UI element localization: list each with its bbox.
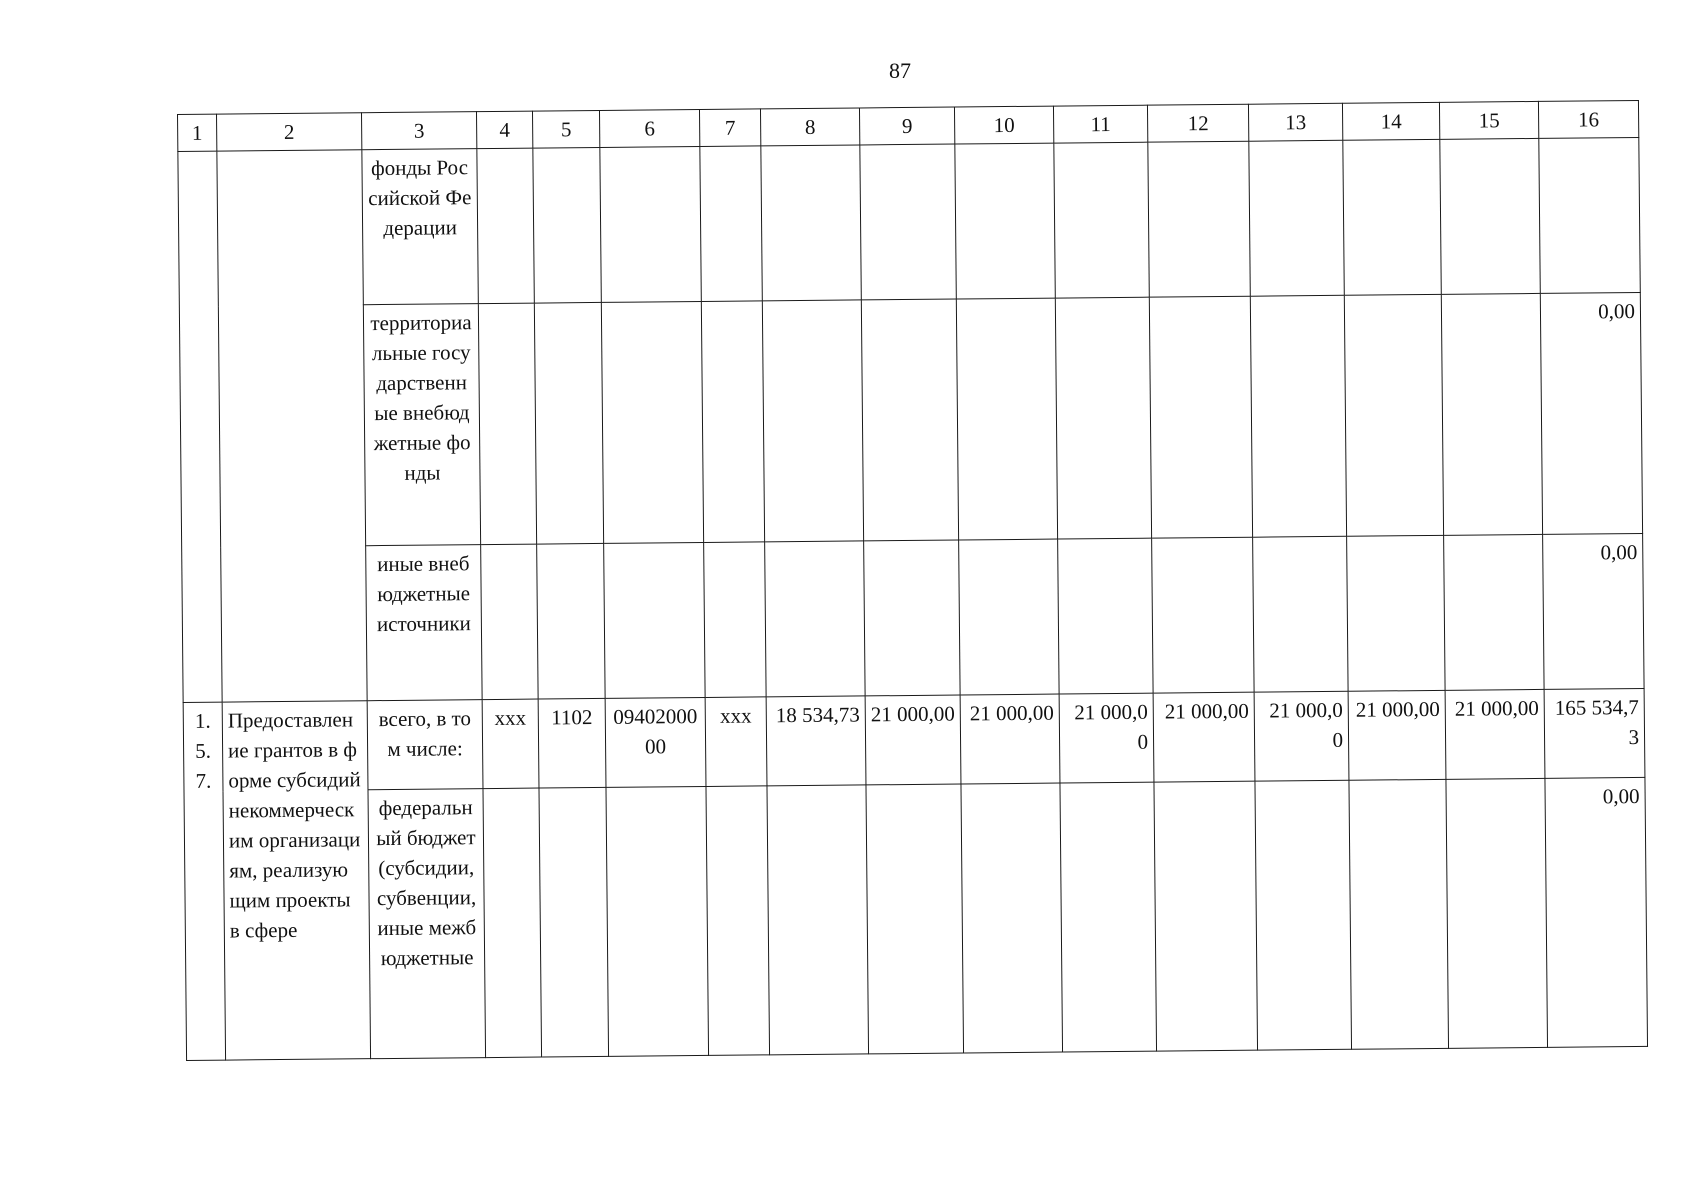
table-row [178, 137, 1640, 306]
code-cell: 1102 [538, 698, 606, 788]
table-cell [1441, 293, 1542, 535]
funding-source-cell: всего, в том числе: [367, 700, 483, 790]
amount-cell: 21 000,00 [1254, 691, 1349, 781]
table-cell [606, 786, 709, 1056]
table-cell [1148, 141, 1250, 297]
table-cell [861, 299, 958, 541]
budget-table [177, 100, 1648, 1061]
table-row [184, 777, 1648, 1060]
code-cell: xxx [705, 697, 767, 787]
table-cell [1347, 535, 1445, 691]
amount-cell: 21 000,00 [1153, 692, 1255, 782]
table-cell [1440, 138, 1540, 294]
total-cell [1539, 137, 1640, 293]
column-header: 12 [1147, 104, 1248, 142]
activity-name-cell: Предоставление грантов в форме субсидий некоммерческим организациям, реализующим проекты в сфере [222, 701, 370, 1060]
amount-cell: 21 000,00 [1348, 690, 1446, 780]
table-cell [700, 146, 762, 302]
table-row [179, 292, 1642, 547]
table-cell [600, 146, 701, 302]
table-cell [1055, 297, 1151, 539]
amount-cell: 21 000,00 [865, 695, 961, 785]
funding-source-cell: фонды Российской Федерации [362, 149, 478, 305]
table-cell [765, 541, 865, 697]
total-cell: 0,00 [1540, 292, 1642, 534]
total-cell: 165 534,73 [1544, 688, 1645, 778]
activity-name-cell [217, 150, 367, 702]
table-cell [1349, 779, 1449, 1049]
table-cell [767, 785, 869, 1055]
code-cell: 0940200000 [605, 697, 706, 787]
table-cell [1249, 140, 1344, 296]
column-header: 7 [699, 109, 760, 147]
table-cell [762, 300, 863, 542]
table-cell [701, 301, 764, 543]
table-cell [1255, 780, 1352, 1050]
table-cell [1060, 782, 1157, 1052]
column-header: 6 [599, 109, 699, 147]
amount-cell: 21 000,00 [1445, 689, 1545, 779]
column-header: 8 [760, 108, 859, 146]
table-cell [481, 544, 538, 700]
table-cell [601, 301, 703, 543]
table-cell [478, 303, 536, 545]
row-number-cell [178, 151, 222, 702]
column-header: 1 [178, 114, 217, 151]
column-header: 16 [1538, 100, 1638, 138]
table-cell [1154, 781, 1258, 1051]
column-header: 3 [361, 112, 476, 150]
table-cell [860, 144, 956, 300]
table-cell [533, 147, 601, 303]
column-header: 2 [217, 113, 362, 151]
total-cell: 0,00 [1543, 533, 1644, 689]
table-cell [866, 784, 964, 1054]
total-cell: 0,00 [1545, 777, 1648, 1047]
table-cell [539, 787, 609, 1057]
table-cell [1054, 142, 1149, 298]
table-cell [961, 783, 1063, 1053]
table-cell [956, 298, 1057, 540]
column-header: 4 [476, 111, 532, 149]
column-header: 10 [954, 106, 1053, 144]
table-cell [604, 542, 705, 698]
table-cell [1058, 538, 1153, 694]
table-cell [955, 143, 1055, 299]
table-cell [706, 786, 770, 1056]
table-cell [1444, 534, 1544, 690]
page-number: 87 [889, 58, 911, 83]
column-header: 15 [1439, 101, 1538, 139]
table-cell [1149, 296, 1252, 538]
funding-source-cell: федеральный бюджет (субсидии, субвенции, иные межбюджетные [368, 789, 486, 1059]
table-cell [959, 539, 1059, 695]
column-header: 5 [532, 110, 599, 148]
amount-cell: 18 534,73 [766, 696, 866, 786]
row-number-cell: 1.5.7. [183, 702, 225, 1060]
table-row [182, 533, 1644, 702]
table-cell [1343, 139, 1441, 295]
column-header: 11 [1053, 105, 1147, 143]
table-cell [483, 788, 542, 1058]
amount-cell: 21 000,00 [960, 694, 1060, 784]
table-cell [864, 540, 960, 696]
column-header: 9 [859, 107, 954, 145]
table-cell [537, 543, 605, 699]
column-header: 14 [1342, 102, 1439, 140]
table-cell [1344, 294, 1443, 536]
funding-source-cell: иные внебюджетные источники [366, 545, 482, 701]
table-cell [477, 148, 534, 304]
code-cell: xxx [482, 699, 539, 789]
amount-cell: 21 000,00 [1059, 693, 1154, 783]
table-cell [1250, 295, 1346, 537]
column-header: 13 [1248, 103, 1342, 141]
table-cell [534, 302, 603, 544]
funding-source-cell: территориальные государственные внебюджетные фонды [363, 304, 480, 546]
table-cell [704, 542, 766, 698]
table-cell [1152, 537, 1254, 693]
table-cell [761, 145, 861, 301]
table-cell [1446, 778, 1548, 1048]
table-cell [1253, 536, 1348, 692]
table-row [183, 688, 1645, 791]
